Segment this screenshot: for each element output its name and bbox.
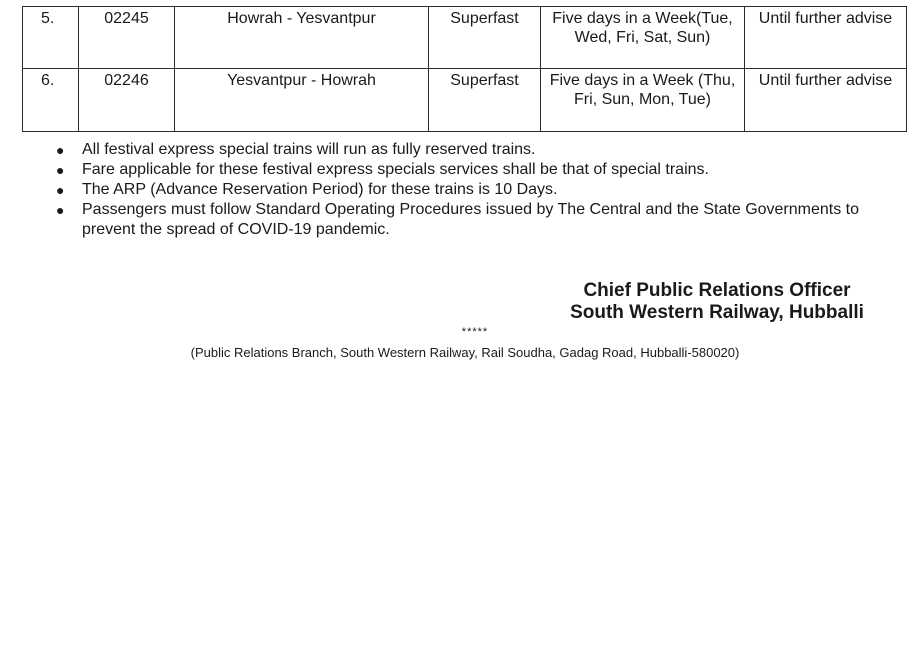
train-number-cell: 02245	[79, 7, 175, 69]
list-item	[52, 180, 872, 200]
frequency-cell: Five days in a Week(Tue, Wed, Fri, Sat, Sun)	[541, 7, 745, 69]
table-row	[23, 7, 907, 69]
notes-list	[52, 140, 872, 240]
validity-cell: Until further advise	[745, 69, 907, 132]
separator: *****	[461, 326, 489, 338]
note-text: All festival express special trains will run as fully reserved trains.	[82, 141, 536, 158]
train-number-cell: 02246	[79, 69, 175, 132]
list-item	[52, 140, 872, 160]
frequency-cell: Five days in a Week (Thu, Fri, Sun, Mon, Tue)	[541, 69, 745, 132]
validity-cell: Until further advise	[745, 7, 907, 69]
serial-number-cell: 5.	[23, 7, 79, 69]
bullet-icon: ●	[56, 202, 65, 218]
signatory-organization: South Western Railway, Hubballi	[570, 302, 864, 323]
list-item	[52, 200, 872, 240]
train-schedule-table	[22, 6, 907, 132]
list-item	[52, 160, 872, 180]
bullet-icon: ●	[56, 142, 65, 158]
table-row	[23, 69, 907, 132]
signature-block	[556, 280, 878, 324]
signatory-title: Chief Public Relations Officer	[583, 280, 851, 301]
note-text: The ARP (Advance Reservation Period) for these trains is 10 Days.	[82, 181, 558, 198]
train-type-cell: Superfast	[429, 7, 541, 69]
bullet-icon: ●	[56, 162, 65, 178]
train-type-cell: Superfast	[429, 69, 541, 132]
bullet-icon: ●	[56, 182, 65, 198]
serial-number-cell: 6.	[23, 69, 79, 132]
office-address: (Public Relations Branch, South Western Railway, Rail Soudha, Gadag Road, Hubballi-580020)	[190, 345, 740, 360]
route-cell: Yesvantpur - Howrah	[175, 69, 429, 132]
note-text: Passengers must follow Standard Operating Procedures issued by The Central and the State Governments to prevent the spread of COVID-19 pandemic.	[82, 201, 860, 238]
note-text: Fare applicable for these festival express specials services shall be that of special trains.	[82, 161, 709, 178]
route-cell: Howrah - Yesvantpur	[175, 7, 429, 69]
